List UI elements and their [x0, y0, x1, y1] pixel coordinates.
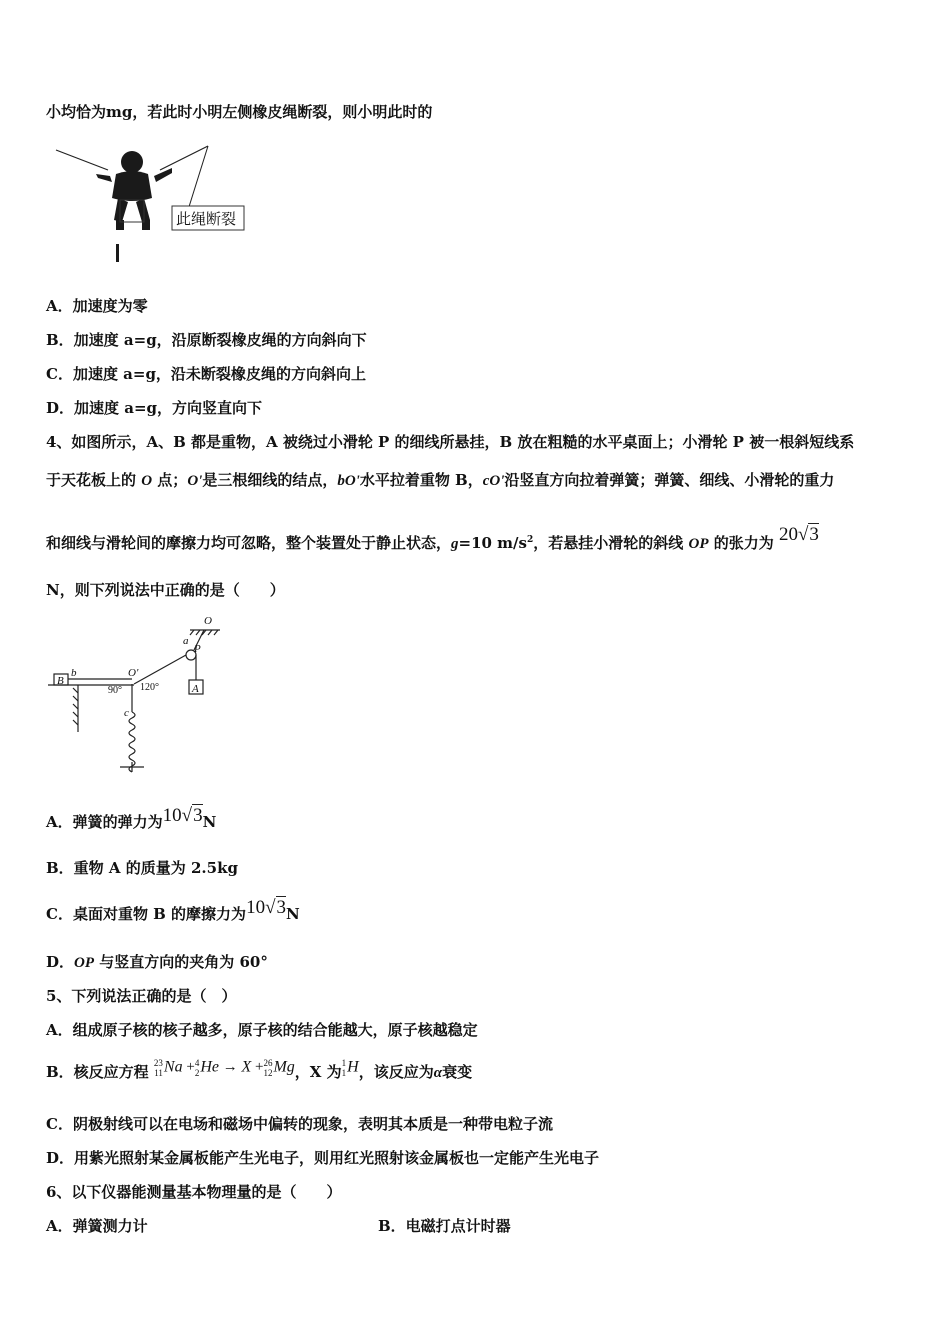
label-box-a: A: [192, 683, 199, 695]
option-text: C．桌面对重物 B 的摩擦力为: [46, 905, 247, 923]
q4-text: 的张力为: [708, 534, 774, 552]
gravity-value: =10 m/s: [458, 534, 527, 552]
pulley-figure: [44, 612, 234, 774]
line-op: OP: [74, 955, 95, 971]
q5-stem: 5、下列说法正确的是（ ）: [46, 987, 237, 1005]
label-c: c: [124, 707, 129, 719]
gravity-symbol: g: [451, 536, 459, 552]
figure-label-broken-rope: 此绳断裂: [176, 212, 237, 228]
q4-stem-line4: N，则下列说法中正确的是（ ）: [46, 581, 285, 599]
option-text: B．核反应方程: [46, 1063, 149, 1081]
q4-text: 和细线与滑轮间的摩擦力均可忽略，整个装置处于静止状态，: [46, 534, 452, 552]
q5-option-d: D．用紫光照射某金属板能产生光电子，则用红光照射该金属板也一定能产生光电子: [46, 1149, 600, 1167]
option-text: 衰变: [442, 1063, 473, 1081]
hydrogen-nucleus: 1 1H: [341, 1057, 359, 1078]
label-o: O: [204, 615, 212, 627]
label-b: b: [71, 667, 77, 679]
unit: N: [286, 905, 300, 923]
q4-text: 沿竖直方向拉着弹簧；弹簧、细线、小滑轮的重力: [504, 471, 835, 489]
friction-value: 10√3: [246, 897, 286, 918]
line-co-prime: cO': [482, 473, 505, 489]
label-angle-90: 90°: [108, 685, 122, 696]
q4-stem-line2: [46, 470, 834, 491]
q4-option-c: [46, 897, 300, 924]
q4-text: ，若悬挂小滑轮的斜线: [533, 534, 689, 552]
option-text: D．: [46, 953, 75, 971]
q4-option-d: [46, 952, 268, 973]
q4-text: 点；: [152, 471, 188, 489]
point-o-prime: O': [187, 473, 203, 489]
label-box-b: B: [57, 675, 64, 687]
option-text: ，X 为: [294, 1063, 342, 1081]
exponent: 2: [526, 535, 534, 545]
option-text: A．弹簧的弹力为: [46, 813, 163, 831]
line-bo-prime: bO': [337, 473, 360, 489]
label-angle-120: 120°: [140, 682, 159, 693]
unit: N: [202, 813, 217, 831]
bungee-figure: [48, 140, 253, 268]
option-a: A．加速度为零: [46, 297, 148, 315]
q4-stem-line3: [46, 524, 819, 554]
spring-force-value: 10√3: [162, 805, 203, 826]
option-c: C．加速度 a=g，沿未断裂橡皮绳的方向斜向上: [46, 365, 366, 383]
option-text: ，该反应为: [358, 1063, 434, 1081]
q6-stem: 6、以下仪器能测量基本物理量的是（ ）: [46, 1183, 342, 1201]
q4-option-a: [46, 805, 217, 832]
nuclear-equation: 23 11Na +4 2He → X +26 12Mg: [153, 1057, 295, 1078]
line-op: OP: [688, 536, 709, 552]
option-text: 与竖直方向的夹角为 60°: [94, 953, 268, 971]
q5-option-b: [46, 1057, 473, 1084]
q5-option-a: A．组成原子核的核子越多，原子核的结合能越大，原子核越稳定: [46, 1021, 478, 1039]
q4-option-b: B．重物 A 的质量为 2.5kg: [46, 859, 238, 877]
q4-text: 是三根细线的结点，: [202, 471, 338, 489]
q6-option-a: A．弹簧测力计: [46, 1217, 148, 1235]
q5-option-c: C．阴极射线可以在电场和磁场中偏转的现象，表明其本质是一种带电粒子流: [46, 1115, 553, 1133]
point-o: O: [141, 473, 153, 489]
q4-stem-line1: 4、如图所示，A、B 都是重物，A 被绕过小滑轮 P 的细线所悬挂，B 放在粗糙的水平桌面上；小滑轮 P 被一根斜短线系: [46, 433, 855, 451]
label-o-prime: O': [128, 667, 139, 679]
option-b: B．加速度 a=g，沿原断裂橡皮绳的方向斜向下: [46, 331, 367, 349]
q6-option-b: B．电磁打点计时器: [378, 1217, 511, 1235]
q4-text: 水平拉着重物 B，: [359, 471, 483, 489]
option-d: D．加速度 a=g，方向竖直向下: [46, 399, 263, 417]
label-p: P: [194, 643, 201, 655]
q4-text: 于天花板上的: [46, 471, 142, 489]
question-stem-tail: 小均恰为mg，若此时小明左侧橡皮绳断裂，则小明此时的: [46, 103, 433, 121]
tension-value: 20√3: [778, 524, 819, 545]
alpha-symbol: α: [433, 1065, 443, 1081]
label-a: a: [183, 635, 189, 647]
